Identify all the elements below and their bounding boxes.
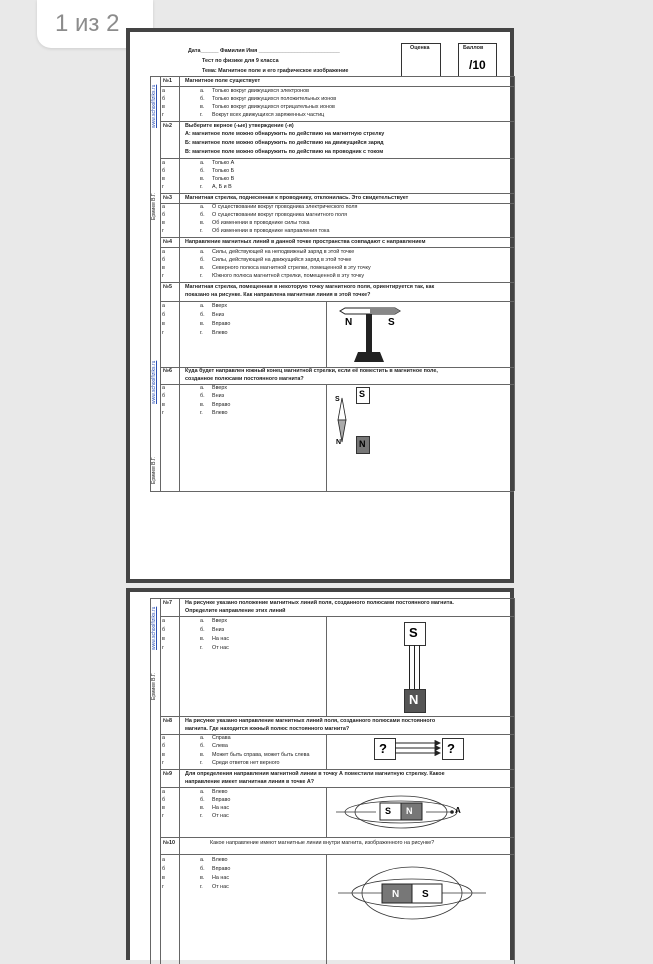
q8-option-d[interactable]: Среди ответов нет верного — [212, 760, 280, 766]
q9-magnet-n-label: N — [406, 806, 413, 816]
q9-magnet-s-label: S — [385, 806, 392, 816]
q7-magnet-bottom-label: N — [409, 692, 419, 707]
q6-option-c[interactable]: Вправо — [212, 402, 231, 408]
q3-option-c[interactable]: Об изменении в проводнике силы тока — [212, 220, 310, 226]
q2-option-d[interactable]: А, Б и В — [212, 184, 232, 190]
q8-field-arrows — [395, 740, 441, 756]
q4-text: Направление магнитных линий в данной точке пространства совпадают с направлением — [185, 239, 426, 245]
q6-magnet-bottom-label: N — [359, 439, 366, 449]
q6-needle-n-label: N — [336, 439, 342, 446]
q10-text: Какое направление имеют магнитные линии внутри магнита, изображенного на рисунке? — [210, 840, 435, 846]
q10-magnet-n-label: N — [392, 889, 400, 900]
page-counter: 1 из 2 — [55, 10, 120, 37]
q8-text-2: магнита. Где находится южный полюс постоянного магнита? — [185, 726, 350, 732]
q7-text-1: На рисунке указано положение магнитных линий поля, созданного полюсами постоянного магнита. — [185, 600, 454, 606]
q7-option-d[interactable]: От нас — [212, 645, 229, 651]
q4-option-a[interactable]: Силы, действующей на неподвижный заряд в этой точке — [212, 249, 355, 255]
q10-option-d[interactable]: От нас — [212, 884, 229, 890]
q6-magnet-top-label: S — [359, 389, 366, 399]
q7-text-2: Определите направление этих линий — [185, 608, 286, 614]
q2-statement-b: Б: магнитное поле можно обнаружить по действию на движущийся заряд — [185, 140, 384, 146]
q5-option-d[interactable]: Влево — [212, 330, 228, 336]
q1-option-d[interactable]: Вокруг всех движущихся заряженных частиц — [212, 112, 325, 118]
q8-text-1: На рисунке указано направление магнитных линий поля, созданного полюсами постоянного — [185, 718, 436, 724]
q8-number: №8 — [163, 718, 173, 724]
q1-option-a[interactable]: Только вокруг движущихся электронов — [212, 88, 309, 94]
q6-text-1: Куда будет направлен южный конец магнитной стрелки, если её поместить в магнитное поле, — [185, 368, 438, 374]
q4-number: №4 — [163, 239, 173, 245]
grade-label: Оценка — [410, 45, 430, 51]
q6-text-2: созданное полюсами постоянного магнита? — [185, 376, 304, 382]
q3-text: Магнитная стрелка, поднесенная к проводнику, отклонилась. Это свидетельствует — [185, 195, 409, 201]
q7-option-a[interactable]: Вверх — [212, 618, 228, 624]
q6-option-b[interactable]: Вниз — [212, 393, 225, 399]
q3-number: №3 — [163, 195, 173, 201]
q1-option-b[interactable]: Только вокруг движущихся положительных ионов — [212, 96, 337, 102]
q9-option-b[interactable]: Вправо — [212, 797, 231, 803]
points-value: /10 — [469, 58, 486, 72]
q2-statement-a: А: магнитное поле можно обнаружить по действию на магнитную стрелку — [185, 131, 385, 137]
q3-option-d[interactable]: Об изменении в проводнике направления тока — [212, 228, 330, 234]
q6-option-a[interactable]: Вверх — [212, 385, 228, 391]
q5-text-1: Магнитная стрелка, помещенная в некоторую точку магнитного поля, ориентируется так, как — [185, 284, 435, 290]
q10-option-b[interactable]: Вправо — [212, 866, 231, 872]
q1-text: Магнитное поле существует — [185, 78, 261, 84]
q7-option-b[interactable]: Вниз — [212, 627, 225, 633]
points-label: Баллов — [463, 45, 484, 51]
q9-magnet-figure — [336, 792, 466, 832]
q3-option-a[interactable]: О существовании вокруг проводника электрического поля — [212, 204, 358, 210]
site-link-3[interactable]: www.schoolfiziks.ru — [151, 606, 157, 650]
q8-magnet-left-label: ? — [379, 741, 387, 756]
q1-option-c[interactable]: Только вокруг движущихся отрицательных ионов — [212, 104, 335, 110]
date-name-line: Дата______ Фамилия Имя ___________________________ — [188, 48, 340, 54]
q7-magnet-top-label: S — [409, 625, 418, 640]
q2-statement-c: В: магнитное поле можно обнаружить по действию на проводник с током — [185, 149, 384, 155]
q1-number: №1 — [163, 78, 173, 84]
q9-option-d[interactable]: От нас — [212, 813, 229, 819]
q2-text: Выберите верное (-ые) утверждение (-я) — [185, 123, 294, 129]
q6-number: №6 — [163, 368, 173, 374]
q2-option-b[interactable]: Только Б — [212, 168, 235, 174]
q9-option-c[interactable]: На нас — [212, 805, 230, 811]
q10-magnet-figure — [338, 862, 488, 924]
q2-option-c[interactable]: Только В — [212, 176, 235, 182]
q7-number: №7 — [163, 600, 173, 606]
q4-option-b[interactable]: Силы, действующей на движущийся заряд в этой точке — [212, 257, 352, 263]
q5-compass-figure — [330, 302, 410, 366]
q2-option-a[interactable]: Только А — [212, 160, 235, 166]
q4-option-d[interactable]: Южного полюса магнитной стрелки, помещенной в эту точку — [212, 273, 365, 279]
author-3: Ермиев В.Г. — [151, 672, 157, 700]
q9-option-a[interactable]: Влево — [212, 789, 228, 795]
q8-magnet-right-label: ? — [447, 741, 455, 756]
q5-option-b[interactable]: Вниз — [212, 312, 225, 318]
test-title: Тест по физике для 9 класса — [202, 58, 279, 64]
q5-needle-s-label: S — [388, 317, 395, 328]
site-link-1[interactable]: www.schoolfiziks.ru — [151, 84, 157, 128]
q3-option-b[interactable]: О существовании вокруг проводника магнитного поля — [212, 212, 347, 218]
q5-option-c[interactable]: Вправо — [212, 321, 231, 327]
q9-text-2: направление имеет магнитная линия в точке А? — [185, 779, 315, 785]
q6-needle-s-label: S — [335, 396, 340, 403]
q9-number: №9 — [163, 771, 173, 777]
q6-option-d[interactable]: Влево — [212, 410, 228, 416]
q5-text-2: показано на рисунке. Как направлена магнитная линия в этой точке? — [185, 292, 371, 298]
test-topic: Тема: Магнитное поле и его графическое изображение — [202, 68, 349, 74]
author-2: Ермиев В.Г. — [151, 456, 157, 484]
q4-option-c[interactable]: Северного полюса магнитной стрелки, помещенной в эту точку — [212, 265, 371, 271]
q8-option-a[interactable]: Справа — [212, 735, 231, 741]
q10-number: №10 — [163, 840, 176, 846]
q10-option-a[interactable]: Влево — [212, 857, 228, 863]
q7-option-c[interactable]: На нас — [212, 636, 230, 642]
page-2[interactable]: www.schoolfiziks.ru Ермиев В.Г. №7 На рисунке указано положение магнитных линий поля, созданного полюсами постоянного магнита. Определите направление этих линий а а. Вверх б б. Вниз в в. На нас г г. От нас S N №8 На рисунке указано направление магнитных линий поля, созданного полюсами постоянного магнита. Где находится южный полюс постоянного магнита? а а. Справа б б. Слева в в. Может быть справа, может быть слева г г. Среди ответов нет верного ? ? №9 Для определения направления магнитной линии в точку А поместили магнитную стрелку. Какое направление имеет магнитная линия в точке А? а а. Влево б б. Вправо в в. На нас г г. От нас S N A №10 Какое направление имеют магнитные линии внутри магнита, изображенного на рисунке? а а. Влево б б. Вправо в в. На нас г г. От нас N S — [126, 588, 514, 960]
q8-option-c[interactable]: Может быть справа, может быть слева — [212, 752, 310, 758]
page-1[interactable]: Дата______ Фамилия Имя ___________________________ Тест по физике для 9 класса Тема: Магнитное поле и его графическое изображение Оценка Баллов /10 www.schoolfiziks.ru Ермиев В.Г. www.schoolfiziks.ru Ермиев В.Г. №1 Магнитное поле существует а а. Только вокруг движущихся электронов б б. Только вокруг движущихся положительных ионов в в. Только вокруг движущихся отрицательных ионов г г. Вокруг всех движущихся заряженных частиц №2 Выберите верное (-ые) утверждение (-я) А: магнитное поле можно обнаружить по действию на магнитную стрелку Б: магнитное поле можно обнаружить по действию на движущийся заряд В: магнитное поле можно обнаружить по действию на проводник с током а а. Только А б б. Только Б в в. Только В г г. А, Б и В №3 Магнитная стрелка, поднесенная к проводнику, отклонилась. Это свидетельствует а а. О существовании вокруг проводника электрического поля б б. О существовании вокруг проводника магнитного поля в в. Об изменении в проводнике силы тока г г. Об изменении в проводнике направления тока №4 Направление магнитных линий в данной точке пространства совпадают с направлением а а. Силы, действующей на неподвижный заряд в этой точке б б. Силы, действующей на движущийся заряд в этой точке в в. Северного полюса магнитной стрелки, помещенной в эту точку г г. Южного полюса магнитной стрелки, помещенной в эту точку №5 Магнитная стрелка, помещенная в некоторую точку магнитного поля, ориентируется так, как показано на рисунке. Как направлена магнитная линия в этой точке? а а. Вверх б б. Вниз в в. Вправо г г. Влево N S №6 Куда будет направлен южный конец магнитной стрелки, если её поместить в магнитное поле, созданное полюсами постоянного магнита? а а. Вверх б б. Вниз в в. Вправо г г. Влево S N S N — [126, 28, 514, 583]
author-1: Ермиев В.Г. — [151, 192, 157, 220]
site-link-2[interactable]: www.schoolfiziks.ru — [151, 360, 157, 404]
q2-number: №2 — [163, 123, 173, 129]
q8-option-b[interactable]: Слева — [212, 743, 228, 749]
q9-text-1: Для определения направления магнитной линии в точку А поместили магнитную стрелку. Какое — [185, 771, 445, 777]
q10-option-c[interactable]: На нас — [212, 875, 230, 881]
q5-number: №5 — [163, 284, 173, 290]
q5-option-a[interactable]: Вверх — [212, 303, 228, 309]
q5-needle-n-label: N — [345, 317, 353, 328]
q10-magnet-s-label: S — [422, 889, 429, 900]
q9-point-label: A — [455, 806, 461, 815]
